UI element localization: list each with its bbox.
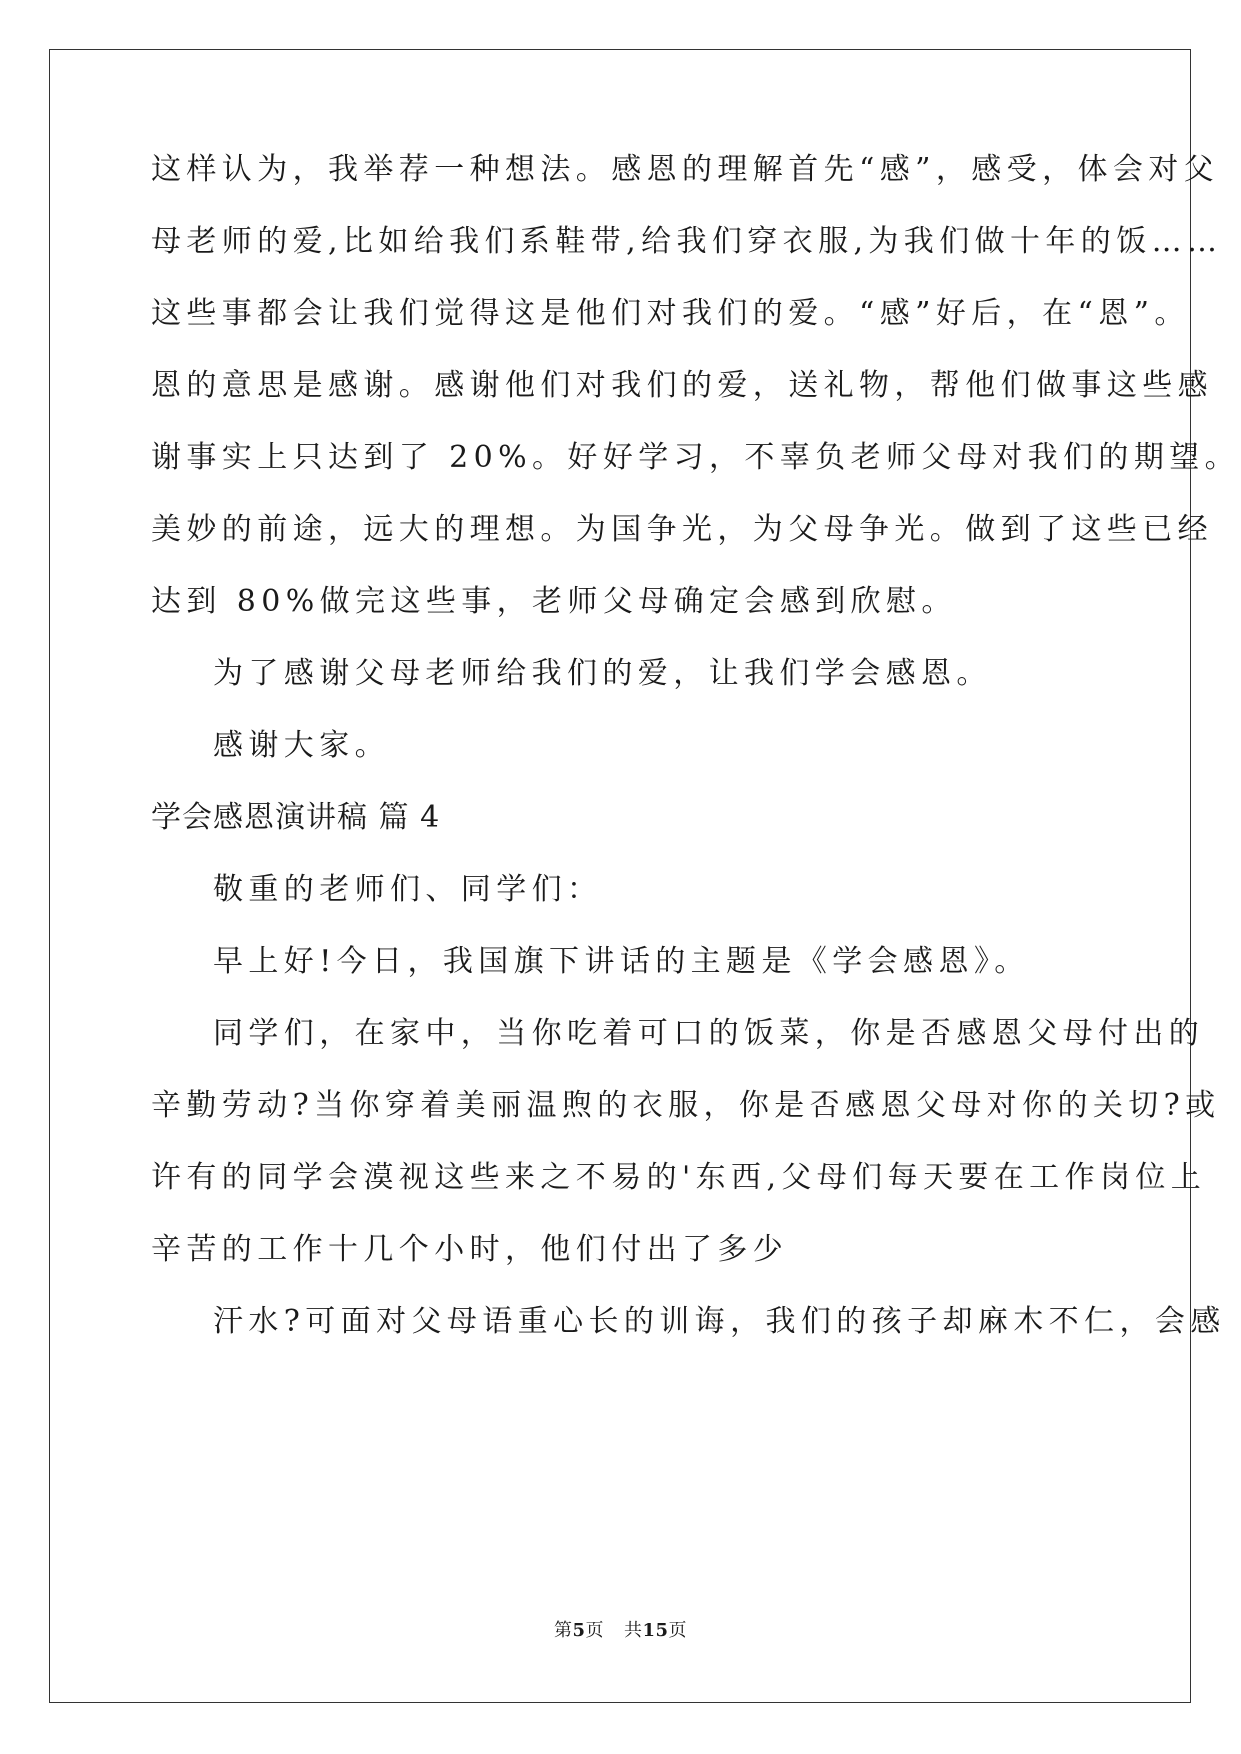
body-line-17: 汗水?可面对父母语重心长的训诲，我们的孩子却麻木不仁，会感: [213, 1304, 1226, 1339]
body-line-2: 母老师的爱,比如给我们系鞋带,给我们穿衣服,为我们做十年的饭……: [151, 224, 1223, 259]
body-line-3: 这些事都会让我们觉得这是他们对我们的爱。“感”好后，在“恩”。: [151, 296, 1190, 331]
body-line-14: 辛勤劳动?当你穿着美丽温煦的衣服，你是否感恩父母对你的关切?或: [151, 1088, 1221, 1123]
body-line-4: 恩的意思是感谢。感谢他们对我们的爱，送礼物，帮他们做事这些感: [151, 368, 1213, 403]
body-line-1: 这样认为，我举荐一种想法。感恩的理解首先“感”，感受，体会对父: [151, 152, 1220, 187]
body-line-7: 达到 80%做完这些事，老师父母确定会感到欣慰。: [151, 584, 957, 619]
body-line-13: 同学们，在家中，当你吃着可口的饭菜，你是否感恩父母付出的: [213, 1016, 1205, 1051]
body-line-8: 为了感谢父母老师给我们的爱，让我们学会感恩。: [213, 656, 992, 691]
page-prefix: 第: [553, 1620, 573, 1641]
page-number: 5: [572, 1620, 586, 1641]
body-line-5: 谢事实上只达到了 20%。好好学习，不辜负老师父母对我们的期望。: [151, 440, 1241, 475]
page-footer: [0, 1619, 1241, 1643]
body-line-15: 许有的同学会漠视这些来之不易的'东西,父母们每天要在工作岗位上: [151, 1160, 1207, 1195]
greeting-line: 早上好!今日，我国旗下讲话的主题是《学会感恩》。: [213, 944, 1030, 979]
total-prefix: 共: [623, 1620, 643, 1641]
salutation: 敬重的老师们、同学们：: [213, 872, 603, 907]
body-line-9: 感谢大家。: [213, 728, 390, 763]
total-pages: 15: [642, 1620, 669, 1641]
body-line-6: 美妙的前途，远大的理想。为国争光，为父母争光。做到了这些已经: [151, 512, 1213, 547]
section-heading: 学会感恩演讲稿 篇 4: [151, 800, 441, 835]
body-line-16: 辛苦的工作十几个小时，他们付出了多少: [151, 1232, 789, 1267]
page-suffix: 页: [585, 1620, 604, 1641]
total-suffix: 页: [668, 1620, 688, 1641]
